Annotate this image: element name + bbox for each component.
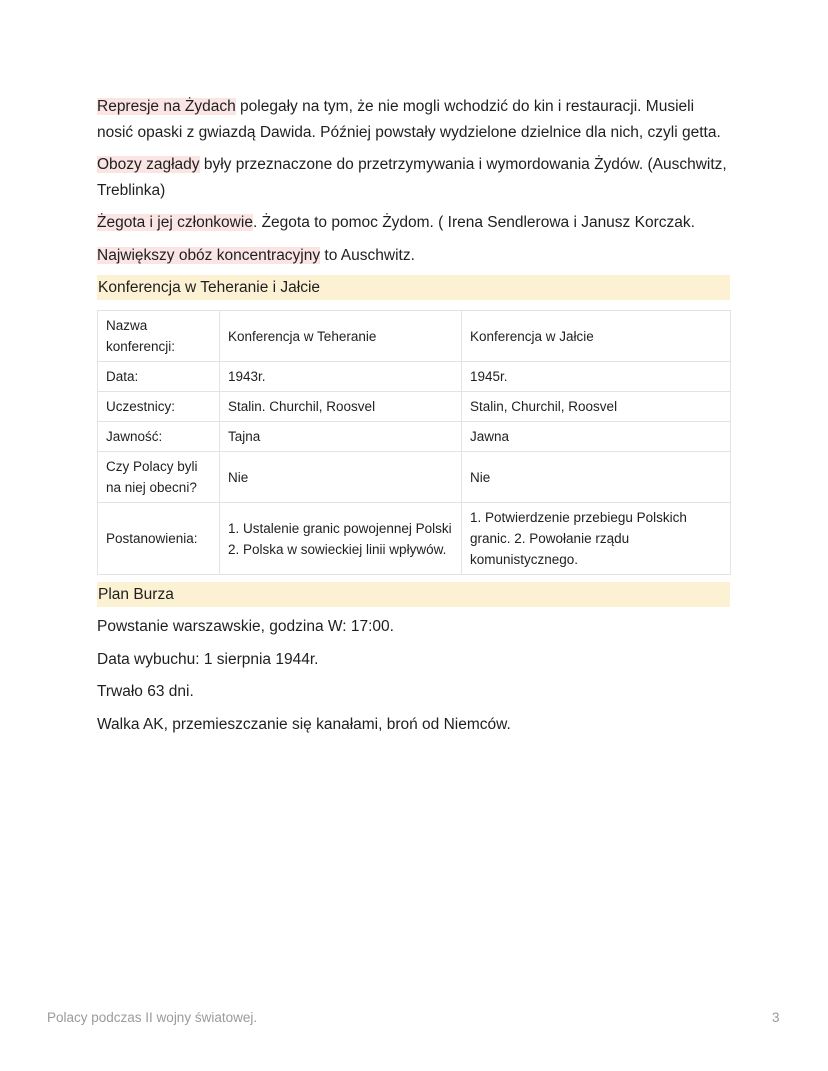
table-cell: 1. Potwierdzenie przebiegu Polskich granic. 2. Powołanie rządu komunistycznego.	[462, 503, 731, 575]
footer-title: Polacy podczas II wojny światowej.	[47, 1010, 258, 1025]
table-cell: Tajna	[220, 422, 462, 452]
table-cell: Postanowienia:	[98, 503, 220, 575]
table-row	[98, 362, 731, 392]
table-cell: 1. Ustalenie granic powojennej Polski 2. Polska w sowieckiej linii wpływów.	[220, 503, 462, 575]
document-page	[97, 94, 730, 744]
paragraph-zegota	[97, 210, 730, 236]
table-cell: Stalin, Churchil, Roosvel	[462, 392, 731, 422]
table-cell: Jawność:	[98, 422, 220, 452]
table-cell: Uczestnicy:	[98, 392, 220, 422]
highlighted-term: Największy obóz koncentracyjny	[97, 246, 321, 264]
conference-table	[97, 310, 731, 575]
table-cell: 1945r.	[462, 362, 731, 392]
highlighted-term: Represje na Żydach	[97, 98, 236, 115]
table-row	[98, 311, 731, 362]
table-cell: Konferencja w Teheranie	[220, 311, 462, 362]
table-cell: Jawna	[462, 422, 731, 452]
table-row	[98, 503, 731, 575]
line-powstanie: Powstanie warszawskie, godzina W: 17:00.	[97, 618, 394, 635]
page-number: 3	[772, 1010, 780, 1025]
paragraph-text: były przeznaczone do przetrzymywania i wymordowania Żydów. (Auschwitz, Treblinka)	[97, 156, 727, 199]
table-row	[98, 422, 731, 452]
table-cell: Nie	[220, 452, 462, 503]
table-cell: Nazwa konferencji:	[98, 311, 220, 362]
paragraph-text: to Auschwitz.	[320, 246, 415, 264]
section-heading-plan-burza: Plan Burza	[97, 582, 730, 607]
paragraph-represje	[97, 94, 730, 145]
table-cell: Stalin. Churchil, Roosvel	[220, 392, 462, 422]
table-cell: Czy Polacy byli na niej obecni?	[98, 452, 220, 503]
line-walka: Walka AK, przemieszczanie się kanałami, broń od Niemców.	[97, 715, 511, 733]
paragraph-auschwitz	[97, 243, 730, 269]
paragraph-text: . Żegota to pomoc Żydom. ( Irena Sendlerowa i Janusz Korczak.	[252, 214, 695, 231]
table-cell: Data:	[98, 362, 220, 392]
highlighted-term: Obozy zagłady	[97, 156, 200, 173]
paragraph-obozy	[97, 152, 730, 203]
table-cell: Nie	[462, 452, 731, 503]
line-data-wybuchu: Data wybuchu: 1 sierpnia 1944r.	[97, 650, 319, 668]
table-row	[98, 392, 731, 422]
table-cell: 1943r.	[220, 362, 462, 392]
highlighted-term: Żegota i jej członkowie	[97, 214, 253, 231]
table-cell: Konferencja w Jałcie	[462, 311, 731, 362]
section-heading-konferencja: Konferencja w Teheranie i Jałcie	[97, 275, 730, 300]
table-row	[98, 452, 731, 503]
paragraph-text: polegały na tym, że nie mogli wchodzić do kin i restauracji. Musieli nosić opaski z gwiazdą Dawida. Później powstały wydzielone dzielnice dla nich, czyli getta.	[97, 98, 721, 141]
line-trwalo: Trwało 63 dni.	[97, 683, 194, 700]
